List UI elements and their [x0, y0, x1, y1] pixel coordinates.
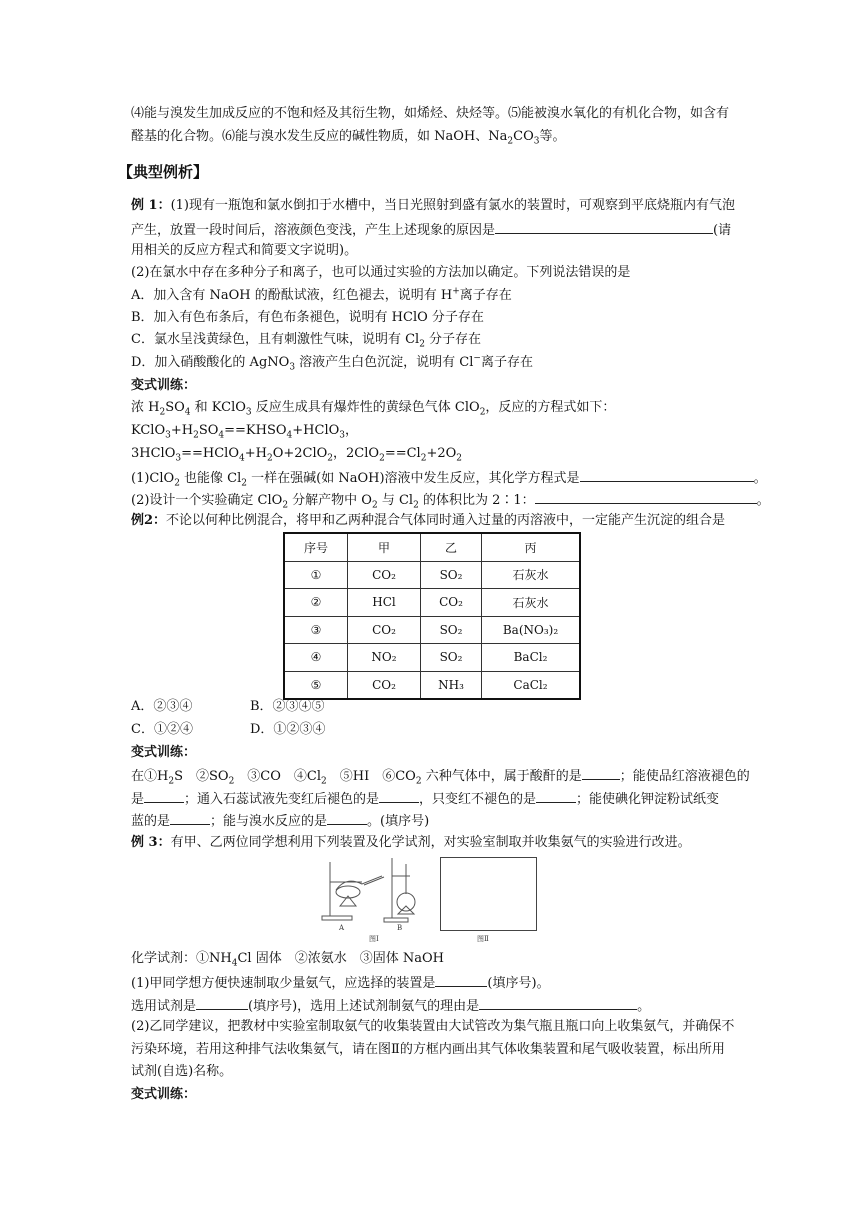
- variant-training-label: 变式训练：: [131, 745, 197, 760]
- figure-1-caption: 图Ⅰ: [369, 935, 379, 943]
- variant-1-question-2: (2)设计一个实验确定 ClO$_2$ 分解产物中 $O_2$ 与 $Cl_2$ 的体积比为 2∶1： 。: [131, 490, 770, 510]
- table-cell: ②: [284, 589, 348, 617]
- table-cell: 石灰水: [482, 589, 581, 617]
- answer-blank: [536, 789, 576, 803]
- variant-2-line: 在$①H_2S$ $②SO_2$ ③CO $④Cl_2$ ⑤HI $⑥CO_2$ 六种气体中，属于酸酐的是 ；能使品红溶液褪色的: [131, 766, 750, 786]
- table-header: 乙: [421, 533, 482, 561]
- option-c: C．氯水呈浅黄绿色，且有刺激性气味，说明有 $Cl_2$ 分子存在: [131, 332, 482, 350]
- answer-blank: [196, 996, 248, 1010]
- table-cell: ④: [284, 644, 348, 672]
- figure-label-a: A: [339, 924, 345, 932]
- answer-blank: [535, 490, 757, 504]
- option-b: B．加入有色布条后，有色布条褪色，说明有 HClO 分子存在: [131, 310, 484, 325]
- table-cell: Ba(NO₃)₂: [482, 616, 581, 644]
- answer-blank: [379, 789, 419, 803]
- example-3-question-2: 污染环境，若用这种排气法收集氨气，请在图Ⅱ的方框内画出其气体收集装置和尾气吸收装置，标出所用: [131, 1042, 725, 1057]
- variant-training-label: 变式训练：: [131, 378, 197, 393]
- table-cell: NH₃: [421, 671, 482, 699]
- reagents-line: 化学试剂：$①NH_4Cl$ 固体 ②浓氨水 ③固体 NaOH: [131, 951, 444, 969]
- table-cell: HCl: [348, 589, 421, 617]
- variant-2-line: 是 ；通入石蕊试液先变红后褪色的是 ，只变红不褪色的是 ；能使碘化钾淀粉试纸变: [131, 789, 719, 809]
- table-header: 序号: [284, 533, 348, 561]
- example-3-question-1b: 选用试剂是 (填序号)，选用上述试剂制氨气的理由是 。: [131, 996, 650, 1016]
- table-cell: ⑤: [284, 671, 348, 699]
- example-2-line: 例2：不论以何种比例混合，将甲和乙两种混合气体同时通入过量的丙溶液中，一定能产生沉淀的组合是: [131, 513, 726, 528]
- answer-blank: [435, 973, 487, 987]
- text-line: ⑷能与溴发生加成反应的不饱和烃及其衍生物，如烯烃、炔烃等。⑸能被溴水氧化的有机化合物，如含有: [131, 106, 730, 121]
- table-cell: SO₂: [421, 561, 482, 589]
- table-header: 丙: [482, 533, 581, 561]
- answer-blank: [327, 811, 367, 825]
- section-heading: 【典型例析】: [118, 163, 209, 181]
- answer-blank: [582, 766, 620, 780]
- table-cell: ①: [284, 561, 348, 589]
- answer-blank: [580, 468, 754, 482]
- example-3-question-1: (1)甲同学想方便快速制取少量氨气，应选择的装置是 (填序号)。: [131, 973, 550, 993]
- table-cell: CaCl₂: [482, 671, 581, 699]
- table-cell: SO₂: [421, 644, 482, 672]
- figure-2-box: [440, 857, 537, 931]
- option-a: A．加入含有 NaOH 的酚酞试液，红色褪去，说明有 H+离子存在: [131, 286, 512, 303]
- table-row: [284, 671, 580, 699]
- table-header-row: [284, 533, 580, 561]
- table-cell: CO₂: [421, 589, 482, 617]
- table-header: 甲: [348, 533, 421, 561]
- variant-2-line: 蓝的是 ；能与溴水反应的是 。(填序号): [131, 811, 429, 831]
- equation-line: $KClO_3+H_2SO_4==KHSO_4+HClO_3$，: [131, 423, 359, 441]
- table-cell: BaCl₂: [482, 644, 581, 672]
- answer-blank: [495, 220, 713, 234]
- example-1-line: (2)在氯水中存在多种分子和离子，也可以通过实验的方法加以确定。下列说法错误的是: [131, 265, 631, 280]
- example-1-line: 用相关的反应方程式和简要文字说明)。: [131, 243, 358, 258]
- example-3-question-2: (2)乙同学建议，把教材中实验室制取氨气的收集装置由大试管改为集气瓶且瓶口向上收集氨气，并确保不: [131, 1019, 735, 1034]
- variant-1-line: 浓 $H_2SO_4$ 和 KClO$_3$ 反应生成具有爆炸性的黄绿色气体 ClO$_2$，反应的方程式如下：: [131, 400, 616, 418]
- answer-blank: [479, 996, 637, 1010]
- table-cell: CO₂: [348, 561, 421, 589]
- text-line: 醛基的化合物。⑹能与溴水发生反应的碱性物质，如 NaOH、$Na_2CO_3$等。: [131, 129, 566, 147]
- example-1-line: 例 1：(1)现有一瓶饱和氯水倒扣于水槽中，当日光照射到盛有氯水的装置时，可观察到平底烧瓶内有气泡: [131, 198, 735, 213]
- answer-blank: [144, 789, 184, 803]
- table-cell: CO₂: [348, 671, 421, 699]
- table-cell: CO₂: [348, 616, 421, 644]
- table-cell: SO₂: [421, 616, 482, 644]
- apparatus-figure: [318, 854, 428, 938]
- table-cell: 石灰水: [482, 561, 581, 589]
- variant-1-question-1: (1)ClO$_2$ 也能像 $Cl_2$ 一样在强碱(如 NaOH)溶液中发生反应，其化学方程式是 。: [131, 468, 767, 488]
- table-row: [284, 644, 580, 672]
- options-row: C．①②④ D．①②③④: [131, 722, 326, 737]
- equation-line: $3HClO_3==HClO_4+H_2O+2ClO_2$，$2ClO_2==Cl_2+2O_2$: [131, 446, 462, 464]
- table-row: [284, 561, 580, 589]
- options-row: A．②③④ B．②③④⑤: [131, 699, 325, 714]
- variant-training-label: 变式训练：: [131, 1087, 197, 1102]
- example-3-question-2: 试剂(自选)名称。: [131, 1064, 233, 1079]
- figure-label-b: B: [397, 924, 403, 932]
- option-d: D．加入硝酸酸化的 AgNO$_3$ 溶液产生白色沉淀，说明有 Cl−离子存在: [131, 353, 533, 373]
- table-row: [284, 589, 580, 617]
- table-cell: ③: [284, 616, 348, 644]
- example-3-line: 例 3：有甲、乙两位同学想利用下列装置及化学试剂，对实验室制取并收集氨气的实验进行改进。: [131, 835, 691, 850]
- figure-2-caption: 图Ⅱ: [477, 935, 489, 943]
- example-1-line: 产生，放置一段时间后，溶液颜色变浅，产生上述现象的原因是 (请: [131, 220, 731, 240]
- answer-blank: [170, 811, 210, 825]
- table-row: [284, 616, 580, 644]
- table-cell: NO₂: [348, 644, 421, 672]
- gas-combination-table: [283, 532, 581, 700]
